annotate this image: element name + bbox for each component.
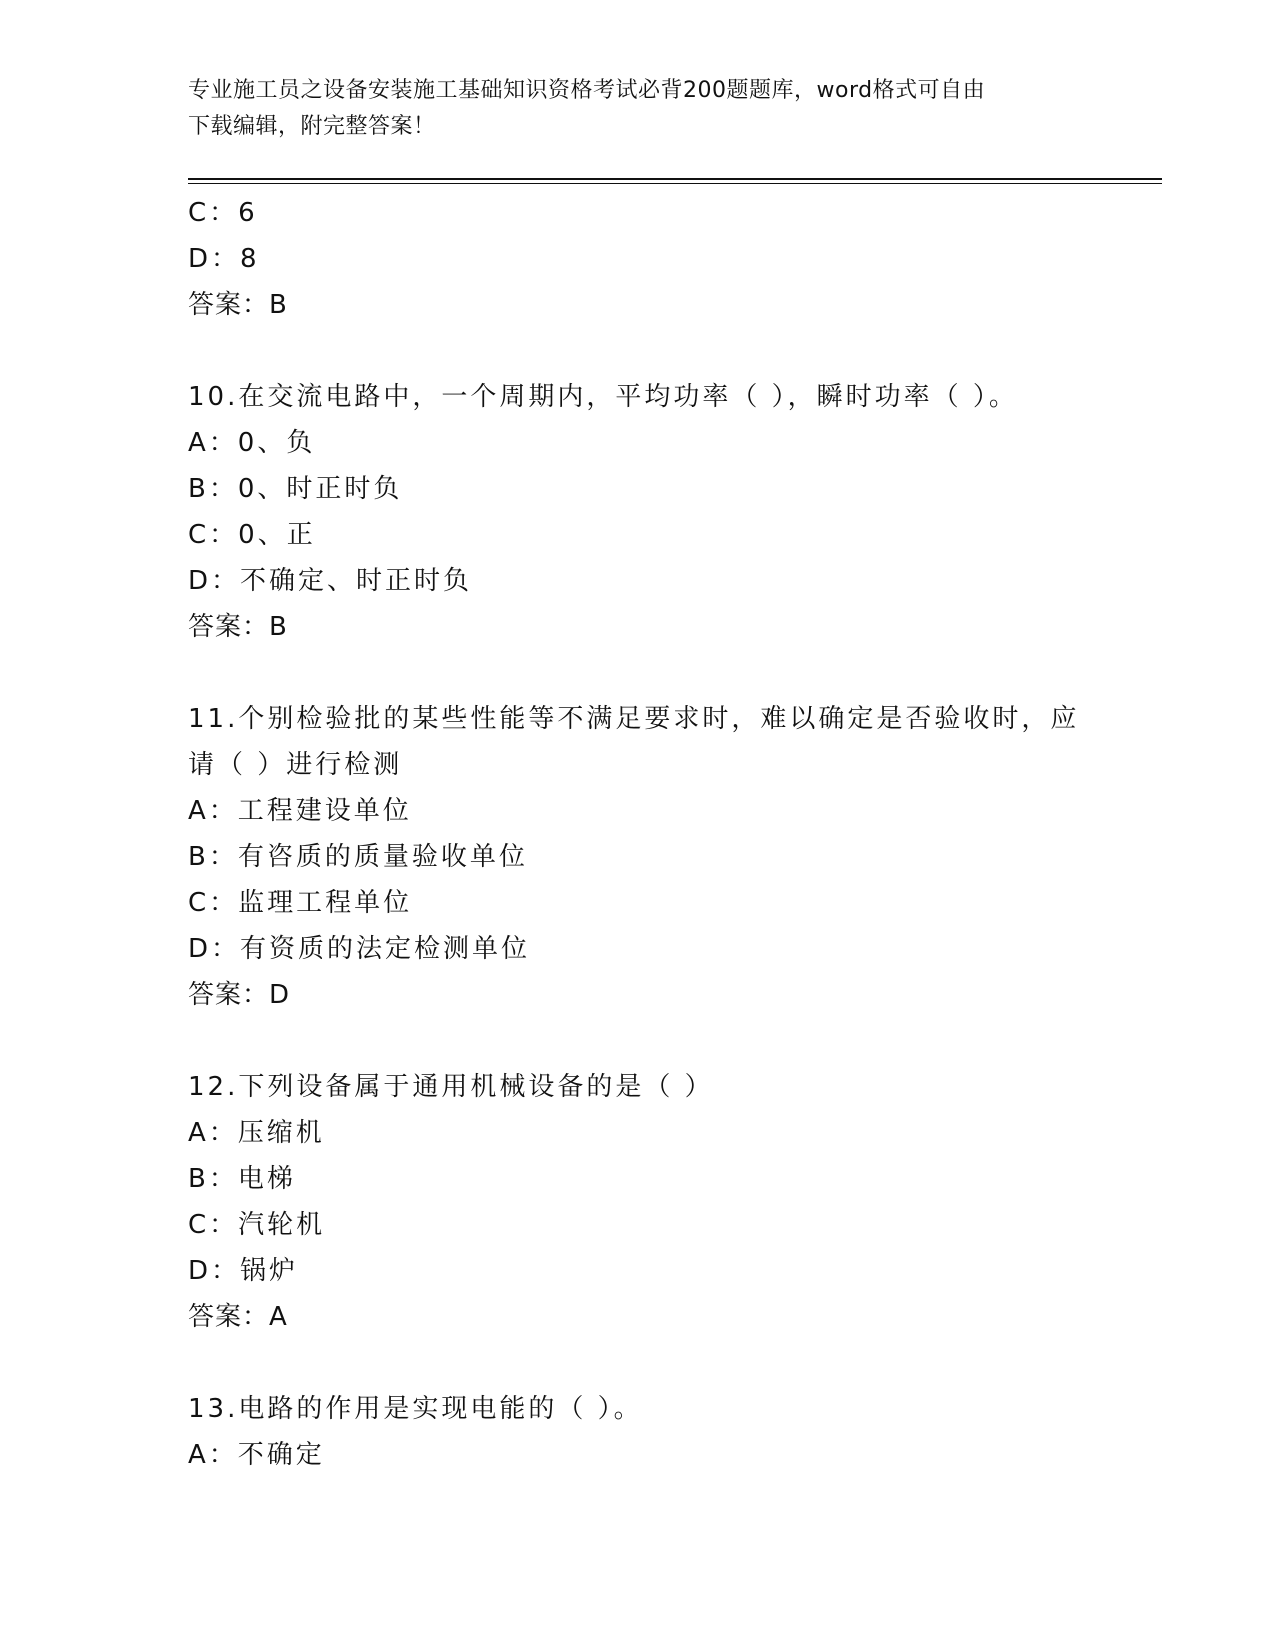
question-12-stem: 12.下列设备属于通用机械设备的是（ ） xyxy=(188,1072,714,1102)
option-c: C：监理工程单位 xyxy=(188,888,413,918)
option-d: D：8 xyxy=(188,244,260,274)
document-header xyxy=(188,73,1068,145)
option-b: B：有咨质的质量验收单位 xyxy=(188,842,528,872)
option-d: D：有资质的法定检测单位 xyxy=(188,934,531,964)
option-a: A：工程建设单位 xyxy=(188,796,412,826)
question-11-stem-line-1: 11.个别检验批的某些性能等不满足要求时，难以确定是否验收时，应 xyxy=(188,704,1080,734)
header-line-2: 下载编辑，附完整答案！ xyxy=(188,114,436,139)
answer: 答案：A xyxy=(188,1302,288,1332)
option-c: C：汽轮机 xyxy=(188,1210,326,1240)
option-a: A：压缩机 xyxy=(188,1118,325,1148)
option-c: C：0、正 xyxy=(188,520,316,550)
header-line-1: 专业施工员之设备安装施工基础知识资格考试必背200题题库，word格式可自由 xyxy=(188,78,986,103)
question-11-stem-line-2: 请（ ）进行检测 xyxy=(188,750,403,780)
question-10-stem: 10.在交流电路中，一个周期内，平均功率（ ），瞬时功率（ ）。 xyxy=(188,382,1018,412)
header-divider-thick xyxy=(188,178,1162,180)
option-b: B：电梯 xyxy=(188,1164,296,1194)
option-d: D：不确定、时正时负 xyxy=(188,566,473,596)
option-d: D：锅炉 xyxy=(188,1256,299,1286)
question-list xyxy=(188,190,1088,1478)
answer: 答案：B xyxy=(188,290,288,320)
option-a: A：不确定 xyxy=(188,1440,325,1470)
header-divider-thin xyxy=(188,183,1162,184)
option-b: B：0、时正时负 xyxy=(188,474,403,504)
answer: 答案：D xyxy=(188,980,291,1010)
option-c: C：6 xyxy=(188,198,258,228)
option-a: A：0、负 xyxy=(188,428,316,458)
answer: 答案：B xyxy=(188,612,288,642)
question-13-stem: 13.电路的作用是实现电能的（ ）。 xyxy=(188,1394,643,1424)
